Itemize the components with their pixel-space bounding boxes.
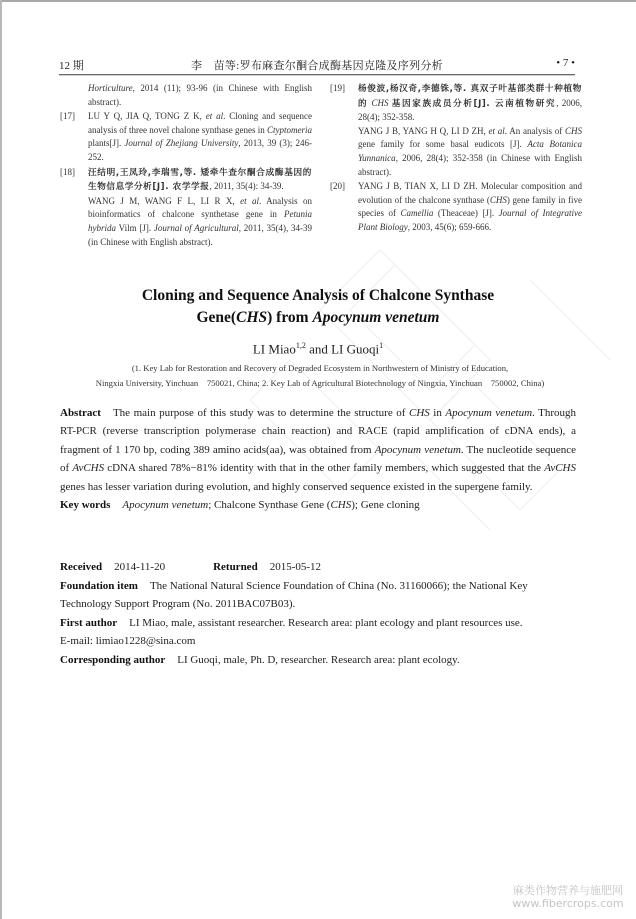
first-author-label: First author <box>60 616 118 629</box>
author-affiliation-mark: 1 <box>379 341 384 350</box>
reference-entry <box>60 82 312 109</box>
title-text: Gene( <box>196 309 237 326</box>
keywords-paragraph <box>60 496 576 514</box>
text-run: The main purpose of this study was to determine the structure of <box>112 407 409 419</box>
text-run: WANG J M, WANG F L, LI R X, <box>88 195 241 206</box>
issue-number: 12 期 <box>59 60 84 72</box>
reference-entry <box>330 82 582 179</box>
received-label: Received <box>60 561 103 573</box>
author-affiliation-mark: 1,2 <box>295 341 306 350</box>
abstract-label: Abstract <box>60 407 101 419</box>
text-run: YANG J B, YANG H Q, LI D ZH, <box>358 125 489 136</box>
page-number: • 7 • <box>556 57 575 69</box>
references-right-column <box>330 82 582 236</box>
page-frame-top <box>0 0 636 2</box>
abstract-paragraph <box>60 404 576 496</box>
page-frame-left <box>0 0 2 919</box>
affiliations <box>30 361 610 391</box>
foundation-line <box>60 577 580 614</box>
text-run: gene family for some basal eudicots [J]. <box>358 139 528 150</box>
keywords-label: Key words <box>60 499 111 512</box>
italic-text: Journal of Agricultural <box>153 222 239 233</box>
italic-text: Journal of Zhejiang University <box>124 138 239 149</box>
title-text: ) from <box>267 309 313 326</box>
corresponding-author-text: LI Guoqi, male, Ph. D, researcher. Research area: plant ecology. <box>177 653 460 666</box>
italic-text: Horticulture <box>88 83 133 93</box>
reference-number: [19] <box>330 83 345 93</box>
foundation-text: The National Natural Science Foundation of China (No. 31160066); the National Key Technology Support Program (No. 2011BAC07B03). <box>60 579 528 611</box>
title-species-name: Apocynum venetum <box>312 309 440 326</box>
text-run: plants[J]. <box>88 138 125 149</box>
text-run: YANG J B, TIAN X, LI D ZH. Molecular composition and evolution of the chalcone synthase ( <box>358 181 582 205</box>
text-run: , 2014 (11); 93-96 (in Chinese with English abstract). <box>88 83 312 107</box>
abstract-text <box>60 407 576 493</box>
italic-text: et al <box>240 195 259 206</box>
reference-number: [20] <box>330 181 345 192</box>
italic-text: CHS <box>368 97 392 108</box>
reference-text <box>88 195 312 249</box>
text-run: genes has lesser variation during evolution, and highly conserved sequence existed in the supergene family. <box>60 480 533 493</box>
italic-text: Apocynum venetum <box>122 499 209 512</box>
reference-text <box>358 82 582 125</box>
text-run: . Analysis on bioinformatics of chalcone synthetase gene in <box>88 195 312 220</box>
keywords-text <box>122 499 419 511</box>
corresponding-author-line <box>60 651 580 670</box>
italic-text: Journal of Integrative Plant Biology <box>358 208 582 232</box>
text-run: 汪结明,王凤玲,李瑞雪,等. 矮牵牛查尔酮合成酶基因的生物信息学分析[J]. 农学学报 <box>88 167 312 193</box>
text-run: , 2013, 39 (3); 246-252. <box>88 138 312 162</box>
italic-text: Ctyptomeria <box>267 124 312 135</box>
text-run: . The nucleotide sequence of <box>60 443 577 475</box>
text-run: ) gene family in five species of <box>358 194 582 219</box>
foundation-label: Foundation item <box>60 579 138 592</box>
title-line-2 <box>60 307 576 329</box>
first-author-line <box>60 614 580 633</box>
abstract-block <box>60 404 576 514</box>
site-watermark-url: www.fibercrops.com <box>512 897 624 910</box>
reference-entry <box>330 180 582 234</box>
italic-text: Acta Botanica Yunnanica <box>358 139 582 163</box>
text-run: , 2006, 28(4); 352-358 (in Chinese with English abstract). <box>358 152 582 177</box>
site-watermark <box>508 884 628 910</box>
reference-number: [17] <box>60 111 75 122</box>
header-rule <box>59 74 575 76</box>
reference-text <box>358 125 582 179</box>
corresponding-author-label: Corresponding author <box>60 653 166 666</box>
italic-text: Petunia hybrida <box>88 209 312 233</box>
italic-text: et al <box>488 125 505 136</box>
author-name: LI Guoqi <box>331 341 380 357</box>
author-conjunction: and <box>305 341 332 357</box>
english-title <box>60 285 576 329</box>
reference-text <box>88 82 312 109</box>
italic-text: Apocynum venetum <box>374 443 461 456</box>
title-line-1: Cloning and Sequence Analysis of Chalcone Synthase <box>141 287 495 304</box>
returned-label: Returned <box>213 561 258 573</box>
reference-text <box>88 166 312 195</box>
affiliation-line: Ningxia University, Yinchuan 750021, China; 2. Key Lab of Agricultural Biotechnology of Ningxia, Yinchuan 750002, China) <box>95 378 545 388</box>
text-run: ; Chalcone Synthase Gene ( <box>208 499 331 512</box>
text-run: . An analysis of <box>504 125 565 136</box>
received-date: 2014-11-20 <box>114 561 166 573</box>
italic-text: AvCHS <box>72 462 105 475</box>
reference-text <box>358 180 582 234</box>
text-run: 基因家族成员分析[J]. 云南植物研究 <box>391 98 557 109</box>
italic-text: CHS <box>330 499 352 512</box>
reference-text <box>88 110 312 164</box>
text-run: 杨俊波,杨汉奇,李德铢,等. 真双子叶基部类群十种植物的 <box>358 84 582 109</box>
text-run: , 2006, 28(4); 352-358. <box>358 97 582 123</box>
first-author-text: LI Miao, male, assistant researcher. Research area: plant ecology and plant resources use. <box>129 616 523 629</box>
text-run: in <box>429 407 446 419</box>
article-notes <box>60 558 580 670</box>
running-head <box>59 57 575 75</box>
italic-text: Camellia <box>400 208 434 219</box>
email-line: E-mail: limiao1228@sina.com <box>60 635 196 648</box>
text-run: , 2011, 35(4), 34-39 (in Chinese with English abstract). <box>88 222 312 247</box>
authors <box>60 341 576 357</box>
text-run: . Cloning and sequence analysis of three novel chalone synthase genes in <box>88 111 312 135</box>
site-watermark-name: 麻类作物营养与施肥网 <box>513 884 623 897</box>
italic-text: et al <box>205 111 224 122</box>
title-gene-name: CHS <box>236 309 268 326</box>
reference-entry <box>60 166 312 250</box>
affiliation-line: (1. Key Lab for Restoration and Recovery of Degraded Ecosystem in Northwestern of Ministry of Education, <box>131 363 509 373</box>
text-run: Vilm [J]. <box>116 222 154 233</box>
dates-line <box>60 558 580 577</box>
text-run: LU Y Q, JIA Q, TONG Z K, <box>88 111 206 122</box>
text-run: , 2011, 35(4): 34-39. <box>209 181 284 192</box>
text-run: ); Gene cloning <box>351 499 420 512</box>
italic-text: AvCHS <box>544 462 576 475</box>
text-run: . Through RT-PCR (reverse transcription polymerase chain reaction) and RACE (rapid amplification of cDNA ends), a fragment of 1 170 bp, coding 389 amino acids(aa), was obtained from <box>60 407 577 456</box>
text-run: , 2003, 45(6); 659-666. <box>407 221 492 232</box>
text-run: (Theaceae) [J]. <box>433 208 499 219</box>
italic-text: Apocynum venetum <box>445 407 533 419</box>
text-run: cDNA shared 78%−81% identity with that in the other family members, which suggested that the <box>104 462 545 475</box>
references-left-column <box>60 82 312 250</box>
reference-number: [18] <box>60 166 75 177</box>
italic-text: CHS <box>489 194 507 205</box>
returned-date: 2015-05-12 <box>269 561 322 573</box>
italic-text: CHS <box>408 407 430 419</box>
reference-entry <box>60 110 312 164</box>
running-title: 李 苗等:罗布麻查尔酮合成酶基因克隆及序列分析 <box>191 60 443 72</box>
italic-text: CHS <box>564 125 582 136</box>
author-name: LI Miao <box>252 341 296 357</box>
